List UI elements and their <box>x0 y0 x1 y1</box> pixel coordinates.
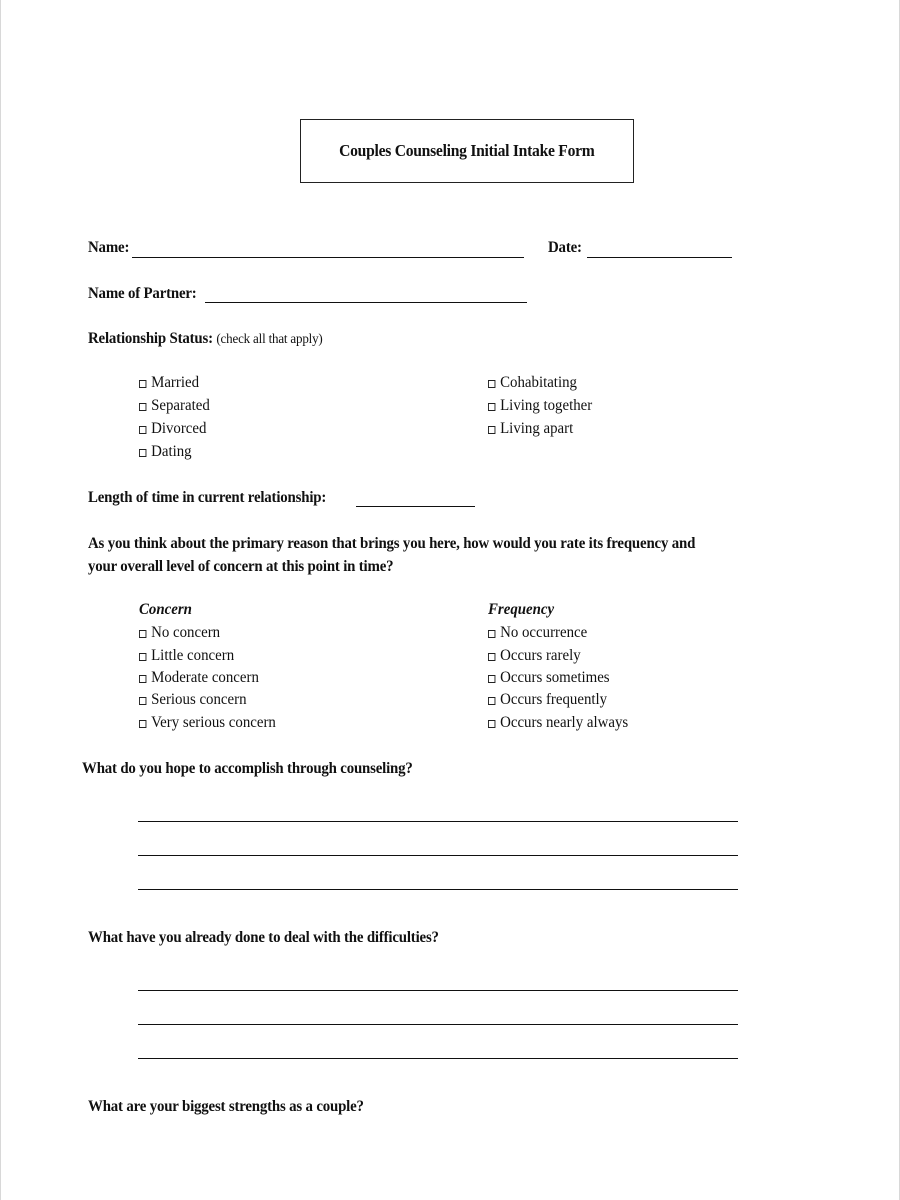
frequency-option-label: Occurs sometimes <box>500 669 610 686</box>
checkbox-icon[interactable] <box>488 697 495 705</box>
concern-option-label: No concern <box>151 624 221 641</box>
frequency-heading: Frequency <box>488 601 555 618</box>
concern-option-no[interactable] <box>139 624 220 642</box>
question-accomplish: What do you hope to accomplish through counseling? <box>82 760 413 777</box>
answer-line-difficulties-3[interactable] <box>138 1058 738 1059</box>
relationship-status-note: (check all that apply) <box>216 332 323 347</box>
frequency-option-label: Occurs nearly always <box>500 714 629 731</box>
checkbox-icon[interactable] <box>488 653 495 661</box>
answer-line-accomplish-2[interactable] <box>138 855 738 856</box>
status-option-married[interactable] <box>139 374 199 392</box>
form-title: Couples Counseling Initial Intake Form <box>339 141 595 160</box>
checkbox-icon[interactable] <box>139 653 146 661</box>
frequency-option-sometimes[interactable] <box>488 669 610 687</box>
status-option-label: Separated <box>151 397 210 414</box>
status-option-label: Cohabitating <box>500 374 577 391</box>
checkbox-icon[interactable] <box>488 403 495 411</box>
checkbox-icon[interactable] <box>488 675 495 683</box>
status-option-label: Living together <box>500 397 593 414</box>
partner-label: Name of Partner: <box>88 285 197 302</box>
concern-heading: Concern <box>139 601 192 618</box>
rating-question-line2: your overall level of concern at this point in time? <box>88 558 394 575</box>
status-option-cohabitating[interactable] <box>488 374 577 392</box>
checkbox-icon[interactable] <box>139 380 146 388</box>
form-title-box <box>300 119 634 183</box>
concern-option-little[interactable] <box>139 647 234 665</box>
checkbox-icon[interactable] <box>139 720 146 728</box>
checkbox-icon[interactable] <box>139 697 146 705</box>
frequency-option-rarely[interactable] <box>488 647 581 665</box>
answer-line-accomplish-1[interactable] <box>138 821 738 822</box>
status-option-label: Living apart <box>500 420 574 437</box>
date-field[interactable] <box>587 257 732 258</box>
status-option-separated[interactable] <box>139 397 210 415</box>
relationship-status-label <box>88 330 323 348</box>
date-label: Date: <box>548 239 582 256</box>
concern-option-very-serious[interactable] <box>139 714 276 732</box>
status-option-label: Dating <box>151 443 192 460</box>
answer-line-accomplish-3[interactable] <box>138 889 738 890</box>
answer-line-difficulties-1[interactable] <box>138 990 738 991</box>
checkbox-icon[interactable] <box>488 380 495 388</box>
name-field[interactable] <box>132 257 524 258</box>
checkbox-icon[interactable] <box>488 720 495 728</box>
status-option-dating[interactable] <box>139 443 192 461</box>
frequency-option-label: No occurrence <box>500 624 588 641</box>
relationship-length-label: Length of time in current relationship: <box>88 489 327 506</box>
name-label: Name: <box>88 239 130 256</box>
status-option-living-together[interactable] <box>488 397 592 415</box>
status-option-divorced[interactable] <box>139 420 206 438</box>
status-option-label: Divorced <box>151 420 207 437</box>
concern-option-moderate[interactable] <box>139 669 259 687</box>
checkbox-icon[interactable] <box>139 403 146 411</box>
status-option-living-apart[interactable] <box>488 420 573 438</box>
answer-line-difficulties-2[interactable] <box>138 1024 738 1025</box>
concern-option-label: Serious concern <box>151 691 247 708</box>
frequency-option-label: Occurs frequently <box>500 691 608 708</box>
question-difficulties: What have you already done to deal with the difficulties? <box>88 929 439 946</box>
rating-question-line1: As you think about the primary reason that brings you here, how would you rate its frequency and <box>88 535 696 552</box>
frequency-option-nearly-always[interactable] <box>488 714 628 732</box>
status-option-label: Married <box>151 374 200 391</box>
checkbox-icon[interactable] <box>488 630 495 638</box>
concern-option-label: Moderate concern <box>151 669 259 686</box>
frequency-option-none[interactable] <box>488 624 587 642</box>
checkbox-icon[interactable] <box>139 426 146 434</box>
checkbox-icon[interactable] <box>139 675 146 683</box>
frequency-option-frequently[interactable] <box>488 691 607 709</box>
frequency-option-label: Occurs rarely <box>500 647 581 664</box>
partner-field[interactable] <box>205 302 527 303</box>
checkbox-icon[interactable] <box>139 449 146 457</box>
concern-option-serious[interactable] <box>139 691 247 709</box>
relationship-status-heading: Relationship Status: <box>88 330 213 347</box>
relationship-length-field[interactable] <box>356 506 475 507</box>
concern-option-label: Very serious concern <box>151 714 276 731</box>
concern-option-label: Little concern <box>151 647 235 664</box>
question-strengths: What are your biggest strengths as a couple? <box>88 1098 364 1115</box>
checkbox-icon[interactable] <box>139 630 146 638</box>
checkbox-icon[interactable] <box>488 426 495 434</box>
